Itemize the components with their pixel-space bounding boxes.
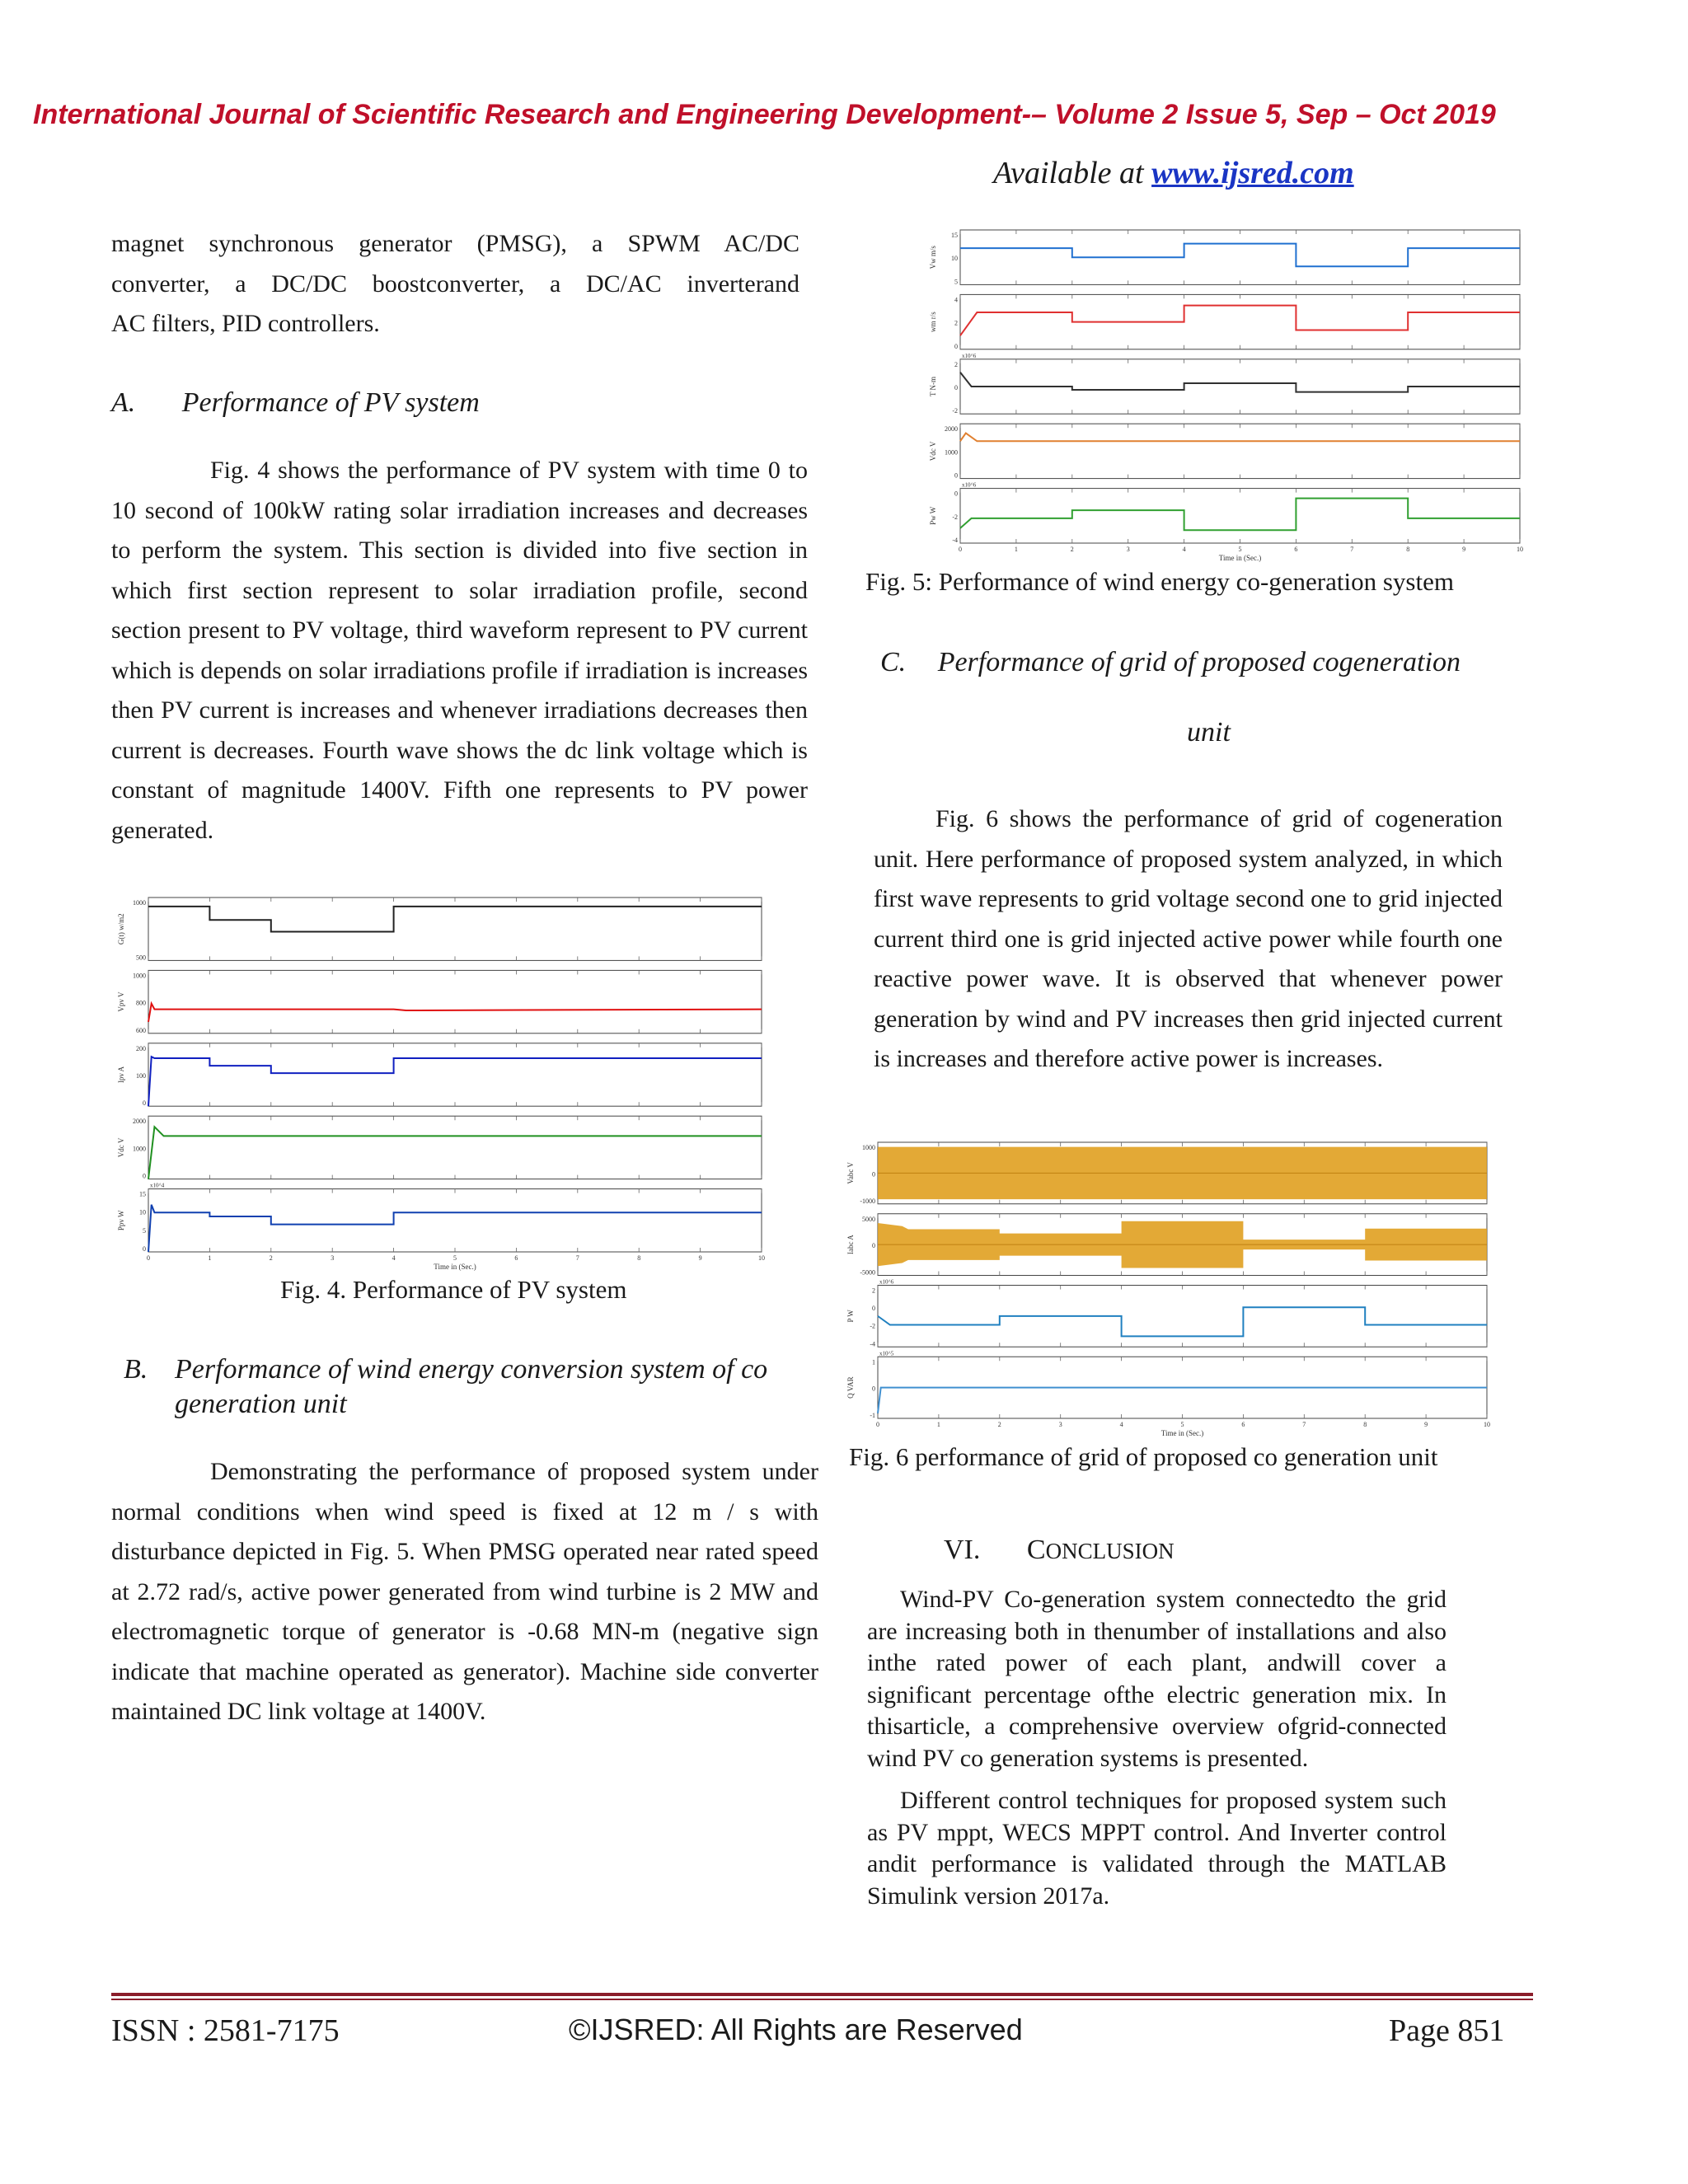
fig6-caption: Fig. 6 performance of grid of proposed co generation unit (849, 1442, 1438, 1471)
panel-frame (148, 1189, 762, 1252)
x-tick-label: 2 (997, 1421, 1001, 1428)
available-prefix: Available at (993, 156, 1152, 190)
x-tick-label: 5 (1238, 546, 1242, 553)
available-at (993, 155, 1354, 191)
x-tick-label: 1 (936, 1421, 940, 1428)
y-tick-label: 10 (951, 255, 958, 263)
fig5-caption: Fig. 5: Performance of wind energy co-generation system (865, 567, 1454, 596)
y-tick-label: 0 (872, 1305, 875, 1313)
y-tick-label: 0 (872, 1385, 875, 1393)
x-tick-label: 9 (698, 1254, 702, 1262)
y-tick-label: 0 (954, 471, 958, 480)
x-tick-label: 5 (453, 1254, 457, 1262)
x-tick-label: 5 (1180, 1421, 1184, 1428)
x-tick-label: 9 (1462, 546, 1466, 553)
y-axis-label: P W (846, 1310, 855, 1323)
section-a-label: A. (111, 387, 136, 418)
section-b-heading (124, 1354, 768, 1419)
x-tick-label: 10 (758, 1254, 765, 1262)
y-axis-label: Vdc V (929, 441, 937, 462)
x-axis-label: Time in (Sec.) (1218, 554, 1262, 562)
x-tick-label: 1 (1014, 546, 1018, 553)
panel-frame (148, 1043, 762, 1106)
fig5-chart (927, 227, 1525, 565)
y-tick-label: 1000 (945, 448, 958, 457)
x-tick-label: 1 (208, 1254, 212, 1262)
panel-frame (878, 1286, 1487, 1347)
section-c-label: C. (880, 647, 907, 677)
y-tick-label: 0 (143, 1099, 146, 1108)
x-tick-label: 8 (637, 1254, 641, 1262)
x-tick-label: 2 (1070, 546, 1074, 553)
y-tick-label: 2 (872, 1286, 875, 1295)
x-axis-label: Time in (Sec.) (1160, 1429, 1204, 1437)
y-tick-label: 2000 (133, 1118, 146, 1126)
y-tick-label: -2 (952, 407, 958, 415)
y-tick-label: 2000 (945, 425, 958, 434)
y-tick-label: 0 (954, 384, 958, 391)
y-tick-label: 0 (143, 1172, 146, 1180)
section-b-label: B. (124, 1354, 148, 1385)
y-tick-label: 1000 (133, 1145, 146, 1153)
section-vi-heading (944, 1535, 1175, 1566)
y-axis-label: Ipv A (117, 1066, 125, 1084)
x-tick-label: 9 (1424, 1421, 1428, 1428)
y-tick-label: 1000 (862, 1144, 875, 1151)
x-tick-label: 6 (1294, 546, 1298, 553)
y-tick-label: -5000 (860, 1268, 875, 1277)
y-tick-label: 5 (143, 1226, 146, 1235)
x-tick-label: 4 (1182, 546, 1186, 553)
y-tick-label: -4 (870, 1340, 875, 1348)
journal-link[interactable]: www.ijsred.com (1151, 156, 1354, 190)
y-axis-label: Vpv V (117, 991, 125, 1012)
section-vi-title-rest: ONCLUSION (1045, 1539, 1175, 1563)
x-tick-label: 3 (1058, 1421, 1062, 1428)
y-tick-label: 5000 (862, 1215, 875, 1223)
x-tick-label: 7 (1302, 1421, 1306, 1428)
y-tick-label: -4 (952, 537, 958, 544)
section-vi-title (1027, 1535, 1175, 1565)
section-a-heading (111, 387, 480, 419)
y-axis-label: G(t) w/m2 (117, 913, 125, 945)
y-axis-label: Vw m/s (929, 246, 937, 269)
conclusion-paragraph-1: Wind-PV Co-generation system connectedto the grid are increasing both in thenumber of installations and also inthe rated power of each plant, andwill cover a significant percentage ofthe electric generation mix. In thisarticle, a comprehensive overview ofgrid-connected wind PV co generation systems is presented. (867, 1586, 1447, 1772)
x-tick-label: 10 (1517, 546, 1523, 553)
y-tick-label: 2 (954, 360, 958, 368)
y-tick-label: 15 (139, 1190, 146, 1198)
x-tick-label: 8 (1406, 546, 1410, 553)
x-tick-label: 7 (1350, 546, 1354, 553)
section-vi-title-initial: C (1026, 1535, 1046, 1565)
y-tick-label: 0 (872, 1170, 875, 1179)
section-c-title-line1: Performance of grid of proposed cogeneration (937, 647, 1461, 677)
y-tick-label: -2 (952, 513, 958, 521)
y-tick-label: 1000 (133, 972, 146, 980)
y-tick-label: -1 (870, 1412, 875, 1419)
footer-page-number: Page 851 (1389, 2013, 1505, 2048)
y-axis-label: Q VAR (846, 1376, 855, 1399)
section-b-body (111, 1452, 818, 1732)
y-axis-label: Pw W (929, 506, 937, 525)
scale-label: x10^4 (150, 1182, 165, 1189)
footer-rights: ©IJSRED: All Rights are Reserved (569, 2013, 1023, 2046)
y-tick-label: 500 (136, 954, 146, 962)
scale-label: x10^6 (962, 352, 977, 359)
intro-line: converter, a DC/DC boostconverter, a DC/AC inverterand (111, 269, 799, 298)
section-a-body (111, 451, 808, 851)
footer-issn: ISSN : 2581-7175 (111, 2013, 340, 2048)
panel-frame (960, 424, 1520, 478)
scale-label: x10^5 (879, 1350, 894, 1357)
y-tick-label: 0 (872, 1242, 875, 1250)
y-tick-label: -1000 (860, 1197, 875, 1205)
x-tick-label: 3 (1126, 546, 1130, 553)
footer-rule-thin (111, 1999, 1533, 2000)
y-axis-label: Ppv W (117, 1210, 125, 1231)
footer-rule (111, 1993, 1533, 1996)
x-tick-label: 0 (876, 1421, 879, 1428)
y-tick-label: 800 (136, 999, 146, 1007)
y-tick-label: 0 (143, 1245, 146, 1253)
section-c-title-line2: unit (1187, 717, 1231, 748)
intro-line: magnet synchronous generator (PMSG), a SPWM AC/DC (111, 230, 799, 257)
y-axis-label: Vabc V (846, 1162, 855, 1184)
x-tick-label: 10 (1484, 1421, 1490, 1428)
y-tick-label: -2 (870, 1322, 875, 1330)
intro-line: AC filters, PID controllers. (111, 310, 380, 337)
section-vi-label: VI. (944, 1535, 981, 1565)
panel-frame (960, 230, 1520, 284)
section-a-title: Performance of PV system (181, 387, 480, 418)
journal-title: International Journal of Scientific Research and Engineering Development-– Volume 2 Issue 5, Sep – Oct 2019 (33, 99, 1496, 130)
section-b-title-line1: Performance of wind energy conversion system of co (175, 1354, 768, 1385)
y-tick-label: 1 (872, 1358, 875, 1366)
x-tick-label: 7 (575, 1254, 579, 1262)
y-axis-label: T N-m (929, 376, 937, 397)
x-tick-label: 8 (1363, 1421, 1367, 1428)
y-axis-label: Iabc A (846, 1235, 855, 1254)
y-tick-label: 4 (954, 296, 958, 304)
panel-frame (960, 294, 1520, 349)
y-tick-label: 100 (136, 1072, 146, 1080)
panel-frame (148, 1116, 762, 1179)
x-tick-label: 0 (959, 546, 962, 553)
x-tick-label: 3 (331, 1254, 335, 1262)
y-tick-label: 10 (139, 1208, 146, 1216)
section-a-paragraph: Fig. 4 shows the performance of PV system with time 0 to 10 second of 100kW rating solar irradiation increases and decreases to perform the system. This section is divided into five section in which first section represent to solar irradiation profile, second section present to PV voltage, third waveform represent to PV current which is depends on solar irradiations profile if irradiation is increases then PV current is increases and whenever irradiations decreases then current is decreases. Fourth wave shows the dc link voltage which is constant of magnitude 1400V. Fifth one represents to PV power generated. (111, 457, 808, 844)
y-tick-label: 1000 (133, 899, 146, 907)
scale-label: x10^6 (879, 1278, 894, 1286)
y-axis-label: wm r/s (929, 312, 937, 332)
y-tick-label: 200 (136, 1044, 146, 1052)
fig4-chart (115, 894, 767, 1273)
section-c-body (874, 799, 1503, 1080)
y-tick-label: 5 (954, 278, 958, 286)
y-tick-label: 600 (136, 1026, 146, 1034)
x-tick-label: 4 (1119, 1421, 1123, 1428)
fig4-caption: Fig. 4. Performance of PV system (280, 1275, 627, 1304)
section-b-title-line2: generation unit (175, 1389, 347, 1419)
x-tick-label: 6 (514, 1254, 518, 1262)
x-tick-label: 4 (392, 1254, 396, 1262)
section-b-paragraph: Demonstrating the performance of proposed system under normal conditions when wind speed is fixed at 12 m / s with disturbance depicted in Fig. 5. When PMSG operated near rated speed at 2.72 rad/s, active power generated from wind turbine is 2 MW and electromagnetic torque of generator is -0.68 MN-m (negative sign indicate that machine operated as generator). Machine side converter maintained DC link voltage at 1400V. (111, 1458, 818, 1725)
conclusion-paragraph-2: Different control techniques for proposed system such as PV mppt, WECS MPPT control. And Inverter control andit performance is validated through the MATLAB Simulink version 2017a. (867, 1787, 1447, 1910)
fig6-chart (845, 1139, 1492, 1440)
y-tick-label: 0 (954, 342, 958, 350)
x-axis-label: Time in (Sec.) (434, 1263, 476, 1271)
section-c-paragraph: Fig. 6 shows the performance of grid of cogeneration unit. Here performance of proposed system analyzed, in which first wave represents to grid voltage second one to grid injected current third one is grid injected active power while fourth one reactive power wave. It is observed that whenever power generation by wind and PV increases then grid injected current is increases and therefore active power is increases. (874, 805, 1503, 1072)
y-tick-label: 2 (954, 319, 958, 327)
intro-text (111, 224, 799, 344)
y-tick-label: 15 (951, 232, 958, 239)
section-c-heading (880, 647, 1461, 678)
conclusion-body (867, 1584, 1447, 1912)
panel-frame (960, 489, 1520, 543)
y-axis-label: Vdc V (117, 1137, 125, 1158)
y-tick-label: 0 (954, 490, 958, 498)
x-tick-label: 0 (147, 1254, 150, 1262)
x-tick-label: 6 (1241, 1421, 1245, 1428)
x-tick-label: 2 (269, 1254, 273, 1262)
scale-label: x10^6 (962, 481, 977, 489)
panel-frame (148, 970, 762, 1033)
